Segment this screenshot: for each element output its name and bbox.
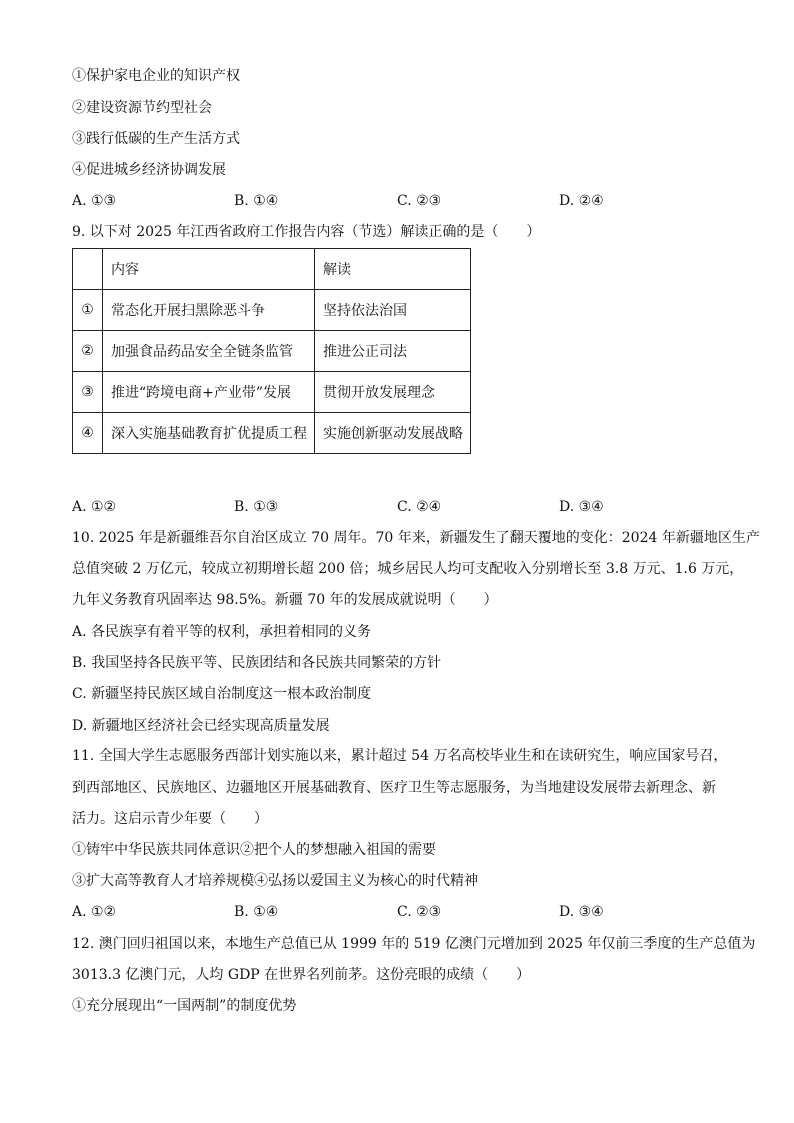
q10-option-d[interactable]: D. 新疆地区经济社会已经实现高质量发展 [72, 718, 330, 734]
q8-statement-1: ①保护家电企业的知识产权 [72, 68, 240, 84]
table-cell: 坚持依法治国 [315, 290, 471, 331]
q12-stem-line-1: 12. 澳门回归祖国以来，本地生产总值已从 1999 年的 519 亿澳门元增加到 2025 年仅前三季度的生产总值为 [72, 936, 756, 952]
table-header-cell: 解读 [315, 249, 471, 290]
table-header-row [73, 249, 471, 290]
q11-stem-line-2: 到西部地区、民族地区、边疆地区开展基础教育、医疗卫生等志愿服务，为当地建设发展带去新理念、新 [72, 780, 716, 796]
q8-option-b[interactable]: B. ①④ [234, 193, 279, 209]
q9-option-a[interactable]: A. ①② [72, 499, 117, 515]
q10-stem-line-1: 10. 2025 年是新疆维吾尔自治区成立 70 周年。70 年来，新疆发生了翻天覆地的变化：2024 年新疆地区生产 [72, 530, 760, 546]
q11-option-c[interactable]: C. ②③ [397, 904, 442, 920]
table-header-cell [73, 249, 103, 290]
q8-statement-2: ②建设资源节约型社会 [72, 100, 212, 116]
table-header-cell: 内容 [103, 249, 315, 290]
q9-option-d[interactable]: D. ③④ [559, 499, 604, 515]
q11-statement-line-1: ①铸牢中华民族共同体意识②把个人的梦想融入祖国的需要 [72, 842, 436, 858]
q9-option-b[interactable]: B. ①③ [234, 499, 279, 515]
table-cell: 深入实施基础教育扩优提质工程 [103, 413, 315, 454]
q11-options [72, 902, 712, 922]
q8-option-a[interactable]: A. ①③ [72, 193, 117, 209]
q11-statement-line-2: ③扩大高等教育人才培养规模④弘扬以爱国主义为核心的时代精神 [72, 873, 478, 889]
table-cell: 加强食品药品安全全链条监管 [103, 331, 315, 372]
table-cell: 实施创新驱动发展战略 [315, 413, 471, 454]
q9-option-c[interactable]: C. ②④ [397, 499, 442, 515]
q8-statement-4: ④促进城乡经济协调发展 [72, 162, 226, 178]
q9-table [72, 248, 471, 454]
q10-stem-line-3: 九年义务教育巩固率达 98.5%。新疆 70 年的发展成就说明（ ） [72, 592, 498, 608]
q11-option-b[interactable]: B. ①④ [234, 904, 279, 920]
q11-stem-line-1: 11. 全国大学生志愿服务西部计划实施以来，累计超过 54 万名高校毕业生和在读研究生，响应国家号召， [72, 748, 728, 764]
q12-stem-line-2: 3013.3 亿澳门元，人均 GDP 在世界名列前茅。这份亮眼的成绩（ ） [72, 967, 531, 983]
table-cell: 推进公正司法 [315, 331, 471, 372]
table-cell: ② [73, 331, 103, 372]
q11-option-a[interactable]: A. ①② [72, 904, 117, 920]
table-cell: 常态化开展扫黑除恶斗争 [103, 290, 315, 331]
q9-stem: 9. 以下对 2025 年江西省政府工作报告内容（节选）解读正确的是（ ） [72, 224, 541, 240]
q12-statement-1: ①充分展现出“一国两制”的制度优势 [72, 998, 297, 1014]
table-cell: ① [73, 290, 103, 331]
q10-option-a[interactable]: A. 各民族享有着平等的权利，承担着相同的义务 [72, 624, 372, 640]
q8-option-c[interactable]: C. ②③ [397, 193, 442, 209]
q10-option-c[interactable]: C. 新疆坚持民族区域自治制度这一根本政治制度 [72, 686, 372, 702]
q9-options [72, 497, 712, 517]
q8-options [72, 191, 712, 211]
table-cell: ④ [73, 413, 103, 454]
table-cell: 推进“跨境电商+产业带”发展 [103, 372, 315, 413]
table-cell: 贯彻开放发展理念 [315, 372, 471, 413]
table-cell: ③ [73, 372, 103, 413]
table-row [73, 413, 471, 454]
table-row [73, 372, 471, 413]
q11-option-d[interactable]: D. ③④ [559, 904, 604, 920]
q11-stem-line-3: 活力。这启示青少年要（ ） [72, 811, 268, 827]
q10-option-b[interactable]: B. 我国坚持各民族平等、民族团结和各民族共同繁荣的方针 [72, 655, 442, 671]
q8-option-d[interactable]: D. ②④ [559, 193, 604, 209]
table-row [73, 331, 471, 372]
q10-stem-line-2: 总值突破 2 万亿元，较成立初期增长超 200 倍；城乡居民人均可支配收入分别增长至 3.8 万元、1.6 万元， [72, 561, 744, 577]
table-row [73, 290, 471, 331]
q8-statement-3: ③践行低碳的生产生活方式 [72, 131, 240, 147]
